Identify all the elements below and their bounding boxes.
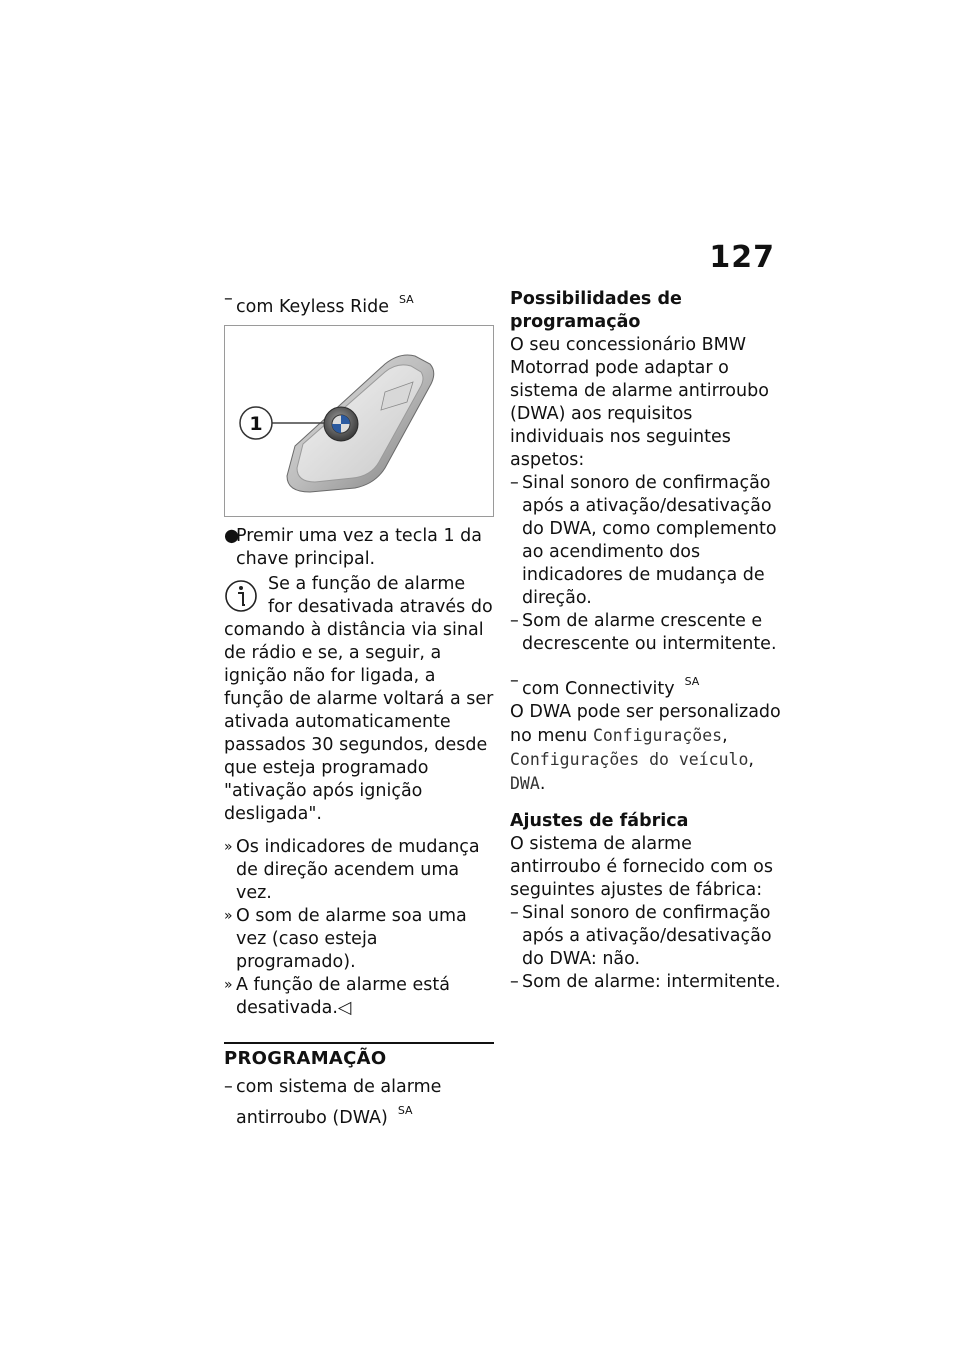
end-mark-icon: ◁ bbox=[337, 998, 352, 1018]
keyless-ride-condition bbox=[224, 288, 494, 319]
paragraph-factory: O sistema de alarme antirroubo é fornecido com os seguintes ajustes de fábrica: bbox=[510, 834, 773, 900]
bullet-icon: ● bbox=[224, 526, 240, 546]
sa-badge: SA bbox=[397, 1104, 413, 1117]
result-item: » O som de alarme soa uma vez (caso esteja programado). bbox=[224, 906, 467, 972]
menu-path-dwa: DWA bbox=[510, 774, 540, 793]
right-column bbox=[510, 288, 785, 994]
figure-callout-1: 1 bbox=[249, 413, 263, 435]
key-fob-illustration bbox=[225, 326, 493, 516]
info-note-first: Se a função de alarme for desativada através do bbox=[268, 574, 493, 617]
heading-factory-settings: Ajustes de fábrica bbox=[510, 811, 689, 831]
left-column bbox=[224, 288, 494, 1130]
key-fob-figure bbox=[224, 325, 494, 517]
info-note bbox=[224, 573, 494, 826]
info-icon bbox=[224, 579, 258, 613]
keyless-ride-text: com Keyless Ride bbox=[236, 297, 389, 317]
list-item: – Som de alarme: intermitente. bbox=[510, 971, 785, 994]
sa-badge: SA bbox=[684, 675, 700, 688]
paragraph-dealer: O seu concessionário BMW Motorrad pode adaptar o sistema de alarme antirroubo (DWA) aos requisitos individuais nos seguintes aspetos: bbox=[510, 335, 769, 470]
sa-badge: SA bbox=[399, 293, 414, 306]
menu-path-vehicle-settings: Configurações do veículo bbox=[510, 750, 749, 769]
info-note-rest: comando à distância via sinal de rádio e se, a seguir, a ignição não for ligada, a função de alarme voltará a ser ativada automaticamente passados 30 segundos, desde que esteja programado "ativação após ignição desligada". bbox=[224, 620, 494, 824]
action-text: Premir uma vez a tecla 1 da chave principal. bbox=[236, 526, 482, 569]
list-item: – Sinal sonoro de confirmação após a ativação/desativação do DWA, como complemento ao acendimento dos indicadores de mudança de direção. bbox=[510, 472, 785, 610]
result-arrow-icon: » bbox=[224, 977, 233, 993]
section-title: PROGRAMAÇÃO bbox=[224, 1042, 494, 1070]
list-item: – Som de alarme crescente e decrescente ou intermitente. bbox=[510, 610, 785, 656]
menu-path-settings: Configurações bbox=[592, 726, 723, 745]
heading-programming-options: Possibilidades de programação bbox=[510, 289, 682, 332]
result-item: » A função de alarme está desativada.◁ bbox=[224, 975, 450, 1018]
action-step bbox=[224, 525, 494, 571]
paragraph-menu-path: O DWA pode ser personalizado no menu Configurações, Configurações do veículo, DWA. bbox=[510, 702, 781, 794]
connectivity-condition: – com Connectivity $^{SA}$ bbox=[510, 670, 785, 701]
result-item: » Os indicadores de mudança de direção acendem uma vez. bbox=[224, 837, 480, 903]
list-item: – Sinal sonoro de confirmação após a ativação/desativação do DWA: não. bbox=[510, 902, 785, 971]
dwa-condition: – com sistema de alarme antirroubo (DWA) $^{SA}$ bbox=[224, 1076, 494, 1130]
page-number: 127 bbox=[709, 240, 775, 275]
result-arrow-icon: » bbox=[224, 908, 233, 924]
result-arrow-icon: » bbox=[224, 839, 233, 855]
